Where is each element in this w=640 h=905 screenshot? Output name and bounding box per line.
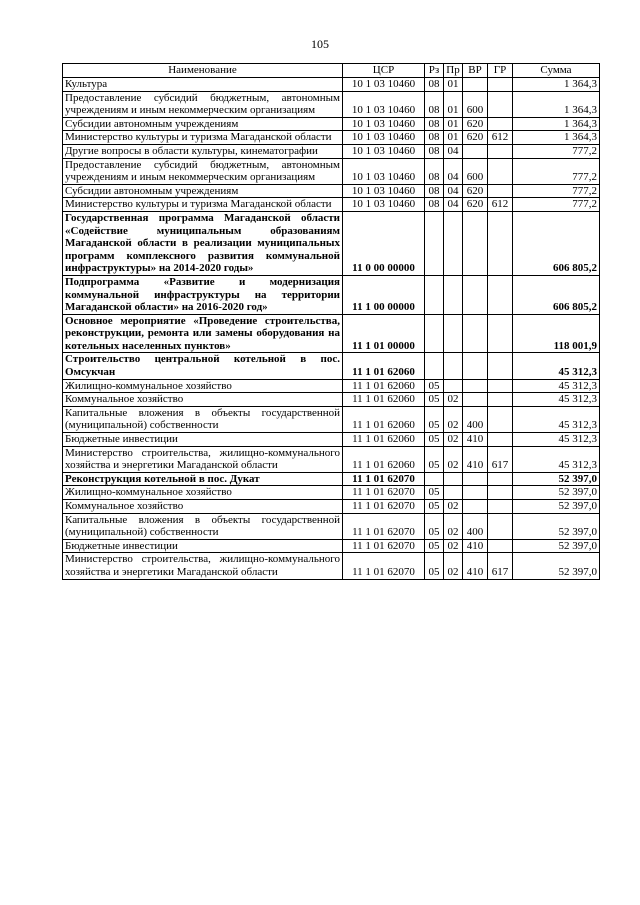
row-sum-cell: 45 312,3: [513, 353, 600, 379]
row-sum-cell: 52 397,0: [513, 539, 600, 553]
table-body: [63, 78, 600, 580]
row-gr-cell: 617: [488, 553, 513, 579]
row-pr-cell: [444, 472, 463, 486]
row-rz-cell: [425, 353, 444, 379]
row-csr-cell: 11 1 01 62070: [343, 472, 425, 486]
row-rz-cell: 05: [425, 433, 444, 447]
row-vr-cell: 620: [463, 184, 488, 198]
row-sum-cell: 777,2: [513, 198, 600, 212]
row-sum-cell: 1 364,3: [513, 117, 600, 131]
row-sum-cell: 606 805,2: [513, 211, 600, 275]
row-name-cell: Бюджетные инвестиции: [63, 433, 343, 447]
row-vr-cell: 400: [463, 513, 488, 539]
row-pr-cell: [444, 379, 463, 393]
row-pr-cell: 01: [444, 117, 463, 131]
row-rz-cell: 08: [425, 198, 444, 212]
row-csr-cell: 11 1 01 62070: [343, 553, 425, 579]
row-gr-cell: [488, 539, 513, 553]
row-pr-cell: 02: [444, 513, 463, 539]
row-name-cell: Коммунальное хозяйство: [63, 500, 343, 514]
row-vr-cell: 600: [463, 158, 488, 184]
row-gr-cell: [488, 211, 513, 275]
row-vr-cell: [463, 486, 488, 500]
row-gr-cell: [488, 406, 513, 432]
table-row: [63, 275, 600, 314]
row-sum-cell: 1 364,3: [513, 91, 600, 117]
row-csr-cell: 11 1 01 62060: [343, 379, 425, 393]
row-sum-cell: 606 805,2: [513, 275, 600, 314]
row-gr-cell: [488, 91, 513, 117]
row-vr-cell: 410: [463, 446, 488, 472]
row-vr-cell: 620: [463, 131, 488, 145]
page-number: 105: [311, 37, 329, 51]
row-name-cell: Субсидии автономным учреждениям: [63, 184, 343, 198]
row-rz-cell: [425, 314, 444, 353]
row-vr-cell: 410: [463, 539, 488, 553]
row-name-cell: Другие вопросы в области культуры, кинематографии: [63, 144, 343, 158]
table-row: [63, 472, 600, 486]
row-vr-cell: 600: [463, 91, 488, 117]
row-gr-cell: [488, 353, 513, 379]
row-name-cell: Предоставление субсидий бюджетным, автономным учреждениям и иным некоммерческим организациям: [63, 158, 343, 184]
row-vr-cell: [463, 78, 488, 92]
row-gr-cell: [488, 78, 513, 92]
row-pr-cell: [444, 353, 463, 379]
row-pr-cell: 04: [444, 184, 463, 198]
row-rz-cell: 05: [425, 406, 444, 432]
row-csr-cell: 10 1 03 10460: [343, 91, 425, 117]
row-gr-cell: 612: [488, 131, 513, 145]
column-header-sum: Сумма: [513, 64, 600, 78]
table-row: [63, 131, 600, 145]
row-csr-cell: 11 1 01 62070: [343, 500, 425, 514]
row-gr-cell: 617: [488, 446, 513, 472]
row-vr-cell: 410: [463, 553, 488, 579]
row-csr-cell: 11 1 01 62070: [343, 539, 425, 553]
row-sum-cell: 118 001,9: [513, 314, 600, 353]
row-name-cell: Жилищно-коммунальное хозяйство: [63, 379, 343, 393]
row-csr-cell: 11 1 01 62060: [343, 353, 425, 379]
row-csr-cell: 10 1 03 10460: [343, 117, 425, 131]
table-row: [63, 446, 600, 472]
row-gr-cell: [488, 486, 513, 500]
row-pr-cell: [444, 486, 463, 500]
table-row: [63, 539, 600, 553]
row-rz-cell: 08: [425, 144, 444, 158]
row-rz-cell: 08: [425, 131, 444, 145]
row-rz-cell: 08: [425, 184, 444, 198]
row-vr-cell: 410: [463, 433, 488, 447]
row-name-cell: Капитальные вложения в объекты государственной (муниципальной) собственности: [63, 513, 343, 539]
row-sum-cell: 777,2: [513, 144, 600, 158]
row-rz-cell: 08: [425, 158, 444, 184]
row-csr-cell: 11 1 01 62060: [343, 433, 425, 447]
row-vr-cell: [463, 393, 488, 407]
table-row: [63, 379, 600, 393]
row-gr-cell: [488, 275, 513, 314]
row-gr-cell: [488, 433, 513, 447]
row-pr-cell: 04: [444, 198, 463, 212]
row-name-cell: Министерство культуры и туризма Магаданской области: [63, 198, 343, 212]
row-csr-cell: 10 1 03 10460: [343, 158, 425, 184]
row-rz-cell: 08: [425, 91, 444, 117]
row-vr-cell: [463, 472, 488, 486]
column-header-rz: Рз: [425, 64, 444, 78]
column-header-pr: Пр: [444, 64, 463, 78]
row-name-cell: Подпрограмма «Развитие и модернизация коммунальной инфраструктуры на территории Магаданской области» на 2016-2020 год»: [63, 275, 343, 314]
column-header-gr: ГР: [488, 64, 513, 78]
row-vr-cell: [463, 500, 488, 514]
row-gr-cell: [488, 513, 513, 539]
row-pr-cell: 01: [444, 78, 463, 92]
row-name-cell: Министерство культуры и туризма Магаданской области: [63, 131, 343, 145]
row-csr-cell: 11 1 01 62060: [343, 406, 425, 432]
table-row: [63, 406, 600, 432]
row-rz-cell: 05: [425, 513, 444, 539]
table-row: [63, 211, 600, 275]
row-vr-cell: [463, 379, 488, 393]
row-pr-cell: 04: [444, 144, 463, 158]
row-csr-cell: 11 0 00 00000: [343, 211, 425, 275]
row-name-cell: Государственная программа Магаданской области «Содействие муниципальным образованиям Магаданской области в реализации муниципальных программ комплексного развития коммунальной инфраструктуры» на 2014-2020 годы»: [63, 211, 343, 275]
table-row: [63, 500, 600, 514]
table-row: [63, 513, 600, 539]
row-sum-cell: 52 397,0: [513, 553, 600, 579]
row-vr-cell: [463, 144, 488, 158]
row-csr-cell: 11 1 01 62060: [343, 446, 425, 472]
row-name-cell: Капитальные вложения в объекты государственной (муниципальной) собственности: [63, 406, 343, 432]
table-row: [63, 433, 600, 447]
row-vr-cell: [463, 211, 488, 275]
row-sum-cell: 52 397,0: [513, 500, 600, 514]
row-gr-cell: [488, 144, 513, 158]
row-rz-cell: [425, 275, 444, 314]
row-csr-cell: 10 1 03 10460: [343, 78, 425, 92]
table-header-row: [63, 64, 600, 78]
table-row: [63, 78, 600, 92]
row-rz-cell: 05: [425, 539, 444, 553]
row-pr-cell: 04: [444, 158, 463, 184]
table-row: [63, 198, 600, 212]
row-name-cell: Культура: [63, 78, 343, 92]
row-name-cell: Жилищно-коммунальное хозяйство: [63, 486, 343, 500]
row-gr-cell: [488, 500, 513, 514]
row-pr-cell: 02: [444, 406, 463, 432]
row-pr-cell: [444, 275, 463, 314]
row-gr-cell: [488, 472, 513, 486]
table-row: [63, 144, 600, 158]
row-name-cell: Коммунальное хозяйство: [63, 393, 343, 407]
row-rz-cell: [425, 211, 444, 275]
row-gr-cell: [488, 158, 513, 184]
row-pr-cell: 02: [444, 553, 463, 579]
row-vr-cell: 620: [463, 198, 488, 212]
row-rz-cell: 05: [425, 553, 444, 579]
table-row: [63, 553, 600, 579]
row-sum-cell: 777,2: [513, 184, 600, 198]
row-vr-cell: 620: [463, 117, 488, 131]
row-name-cell: Бюджетные инвестиции: [63, 539, 343, 553]
row-sum-cell: 45 312,3: [513, 433, 600, 447]
table-row: [63, 486, 600, 500]
row-pr-cell: 02: [444, 446, 463, 472]
row-csr-cell: 11 1 01 62060: [343, 393, 425, 407]
row-vr-cell: [463, 353, 488, 379]
row-rz-cell: 05: [425, 500, 444, 514]
row-pr-cell: 02: [444, 433, 463, 447]
row-sum-cell: 1 364,3: [513, 78, 600, 92]
column-header-name: Наименование: [63, 64, 343, 78]
row-name-cell: Министерство строительства, жилищно-коммунального хозяйства и энергетики Магаданской области: [63, 553, 343, 579]
column-header-csr: ЦСР: [343, 64, 425, 78]
row-vr-cell: [463, 314, 488, 353]
row-vr-cell: [463, 275, 488, 314]
column-header-vr: ВР: [463, 64, 488, 78]
table-row: [63, 91, 600, 117]
table-row: [63, 314, 600, 353]
row-pr-cell: 02: [444, 539, 463, 553]
table-row: [63, 353, 600, 379]
row-rz-cell: 05: [425, 393, 444, 407]
row-rz-cell: [425, 472, 444, 486]
row-csr-cell: 10 1 03 10460: [343, 184, 425, 198]
row-csr-cell: 11 1 00 00000: [343, 275, 425, 314]
row-csr-cell: 11 1 01 62070: [343, 486, 425, 500]
row-name-cell: Реконструкция котельной в пос. Дукат: [63, 472, 343, 486]
row-rz-cell: 08: [425, 78, 444, 92]
row-gr-cell: [488, 184, 513, 198]
row-name-cell: Субсидии автономным учреждениям: [63, 117, 343, 131]
row-sum-cell: 52 397,0: [513, 472, 600, 486]
table-row: [63, 393, 600, 407]
row-vr-cell: 400: [463, 406, 488, 432]
row-pr-cell: [444, 211, 463, 275]
row-gr-cell: [488, 379, 513, 393]
row-sum-cell: 777,2: [513, 158, 600, 184]
table-row: [63, 158, 600, 184]
row-sum-cell: 52 397,0: [513, 486, 600, 500]
row-sum-cell: 52 397,0: [513, 513, 600, 539]
row-gr-cell: [488, 393, 513, 407]
row-rz-cell: 08: [425, 117, 444, 131]
row-gr-cell: 612: [488, 198, 513, 212]
row-name-cell: Министерство строительства, жилищно-коммунального хозяйства и энергетики Магаданской области: [63, 446, 343, 472]
row-pr-cell: 02: [444, 393, 463, 407]
row-name-cell: Строительство центральной котельной в пос. Омсукчан: [63, 353, 343, 379]
row-csr-cell: 10 1 03 10460: [343, 198, 425, 212]
table-row: [63, 117, 600, 131]
table-row: [63, 184, 600, 198]
row-sum-cell: 45 312,3: [513, 379, 600, 393]
row-gr-cell: [488, 117, 513, 131]
row-rz-cell: 05: [425, 446, 444, 472]
row-sum-cell: 45 312,3: [513, 393, 600, 407]
row-rz-cell: 05: [425, 379, 444, 393]
row-pr-cell: 01: [444, 91, 463, 117]
row-pr-cell: [444, 314, 463, 353]
row-csr-cell: 10 1 03 10460: [343, 131, 425, 145]
row-gr-cell: [488, 314, 513, 353]
row-sum-cell: 1 364,3: [513, 131, 600, 145]
row-pr-cell: 02: [444, 500, 463, 514]
row-name-cell: Предоставление субсидий бюджетным, автономным учреждениям и иным некоммерческим организациям: [63, 91, 343, 117]
budget-table: [62, 63, 600, 580]
row-csr-cell: 11 1 01 00000: [343, 314, 425, 353]
row-csr-cell: 10 1 03 10460: [343, 144, 425, 158]
row-sum-cell: 45 312,3: [513, 446, 600, 472]
row-sum-cell: 45 312,3: [513, 406, 600, 432]
row-name-cell: Основное мероприятие «Проведение строительства, реконструкции, ремонта или замены оборудования на котельных населенных пунктов»: [63, 314, 343, 353]
row-csr-cell: 11 1 01 62070: [343, 513, 425, 539]
row-rz-cell: 05: [425, 486, 444, 500]
row-pr-cell: 01: [444, 131, 463, 145]
